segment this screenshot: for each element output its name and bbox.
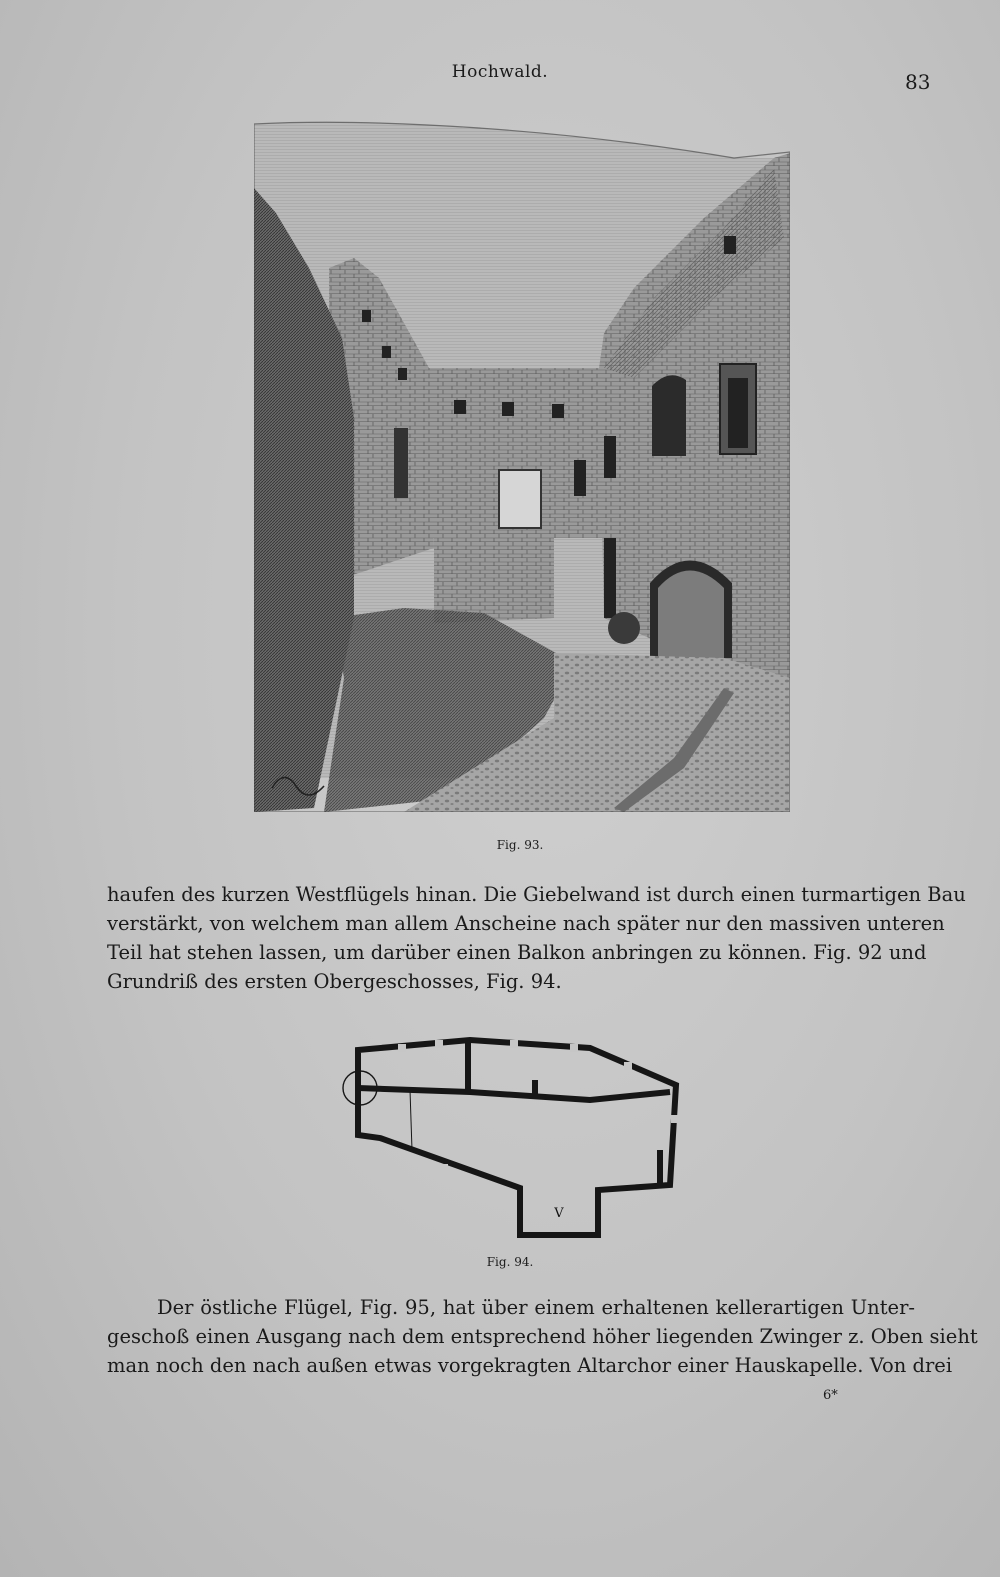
text-line: haufen des kurzen Westflügels hinan. Die Giebelwand ist durch einen turmartigen Bau [107, 883, 966, 906]
text-line: Grundriß des ersten Obergeschosses, Fig. 94. [107, 970, 562, 993]
figure-94-caption: Fig. 94. [486, 1255, 534, 1269]
text-line: Teil hat stehen lassen, um darüber einen Balkon anbringen zu können. Fig. 92 und [107, 941, 927, 964]
running-title: Hochwald. [451, 62, 549, 82]
room-label-v: V [554, 1206, 564, 1221]
text-line: geschoß einen Ausgang nach dem entsprechend höher liegenden Zwinger z. Oben sieht [107, 1325, 978, 1348]
printer-signature: 6* [823, 1388, 838, 1403]
text-line: man noch den nach außen etwas vorgekragten Altarchor einer Hauskapelle. Von drei [107, 1354, 953, 1377]
figure-93-caption: Fig. 93. [496, 838, 544, 852]
page-number: 83 [905, 70, 931, 94]
floor-plan-diagram [340, 1030, 685, 1245]
text-line: Der östliche Flügel, Fig. 95, hat über einem erhaltenen kellerartigen Unter- [157, 1296, 915, 1319]
paragraph-2 [107, 1293, 978, 1380]
text-line: verstärkt, von welchem man allem Anscheine nach später nur den massiven unteren [107, 912, 945, 935]
paragraph-1 [107, 880, 966, 996]
castle-ruins-illustration [254, 118, 790, 812]
